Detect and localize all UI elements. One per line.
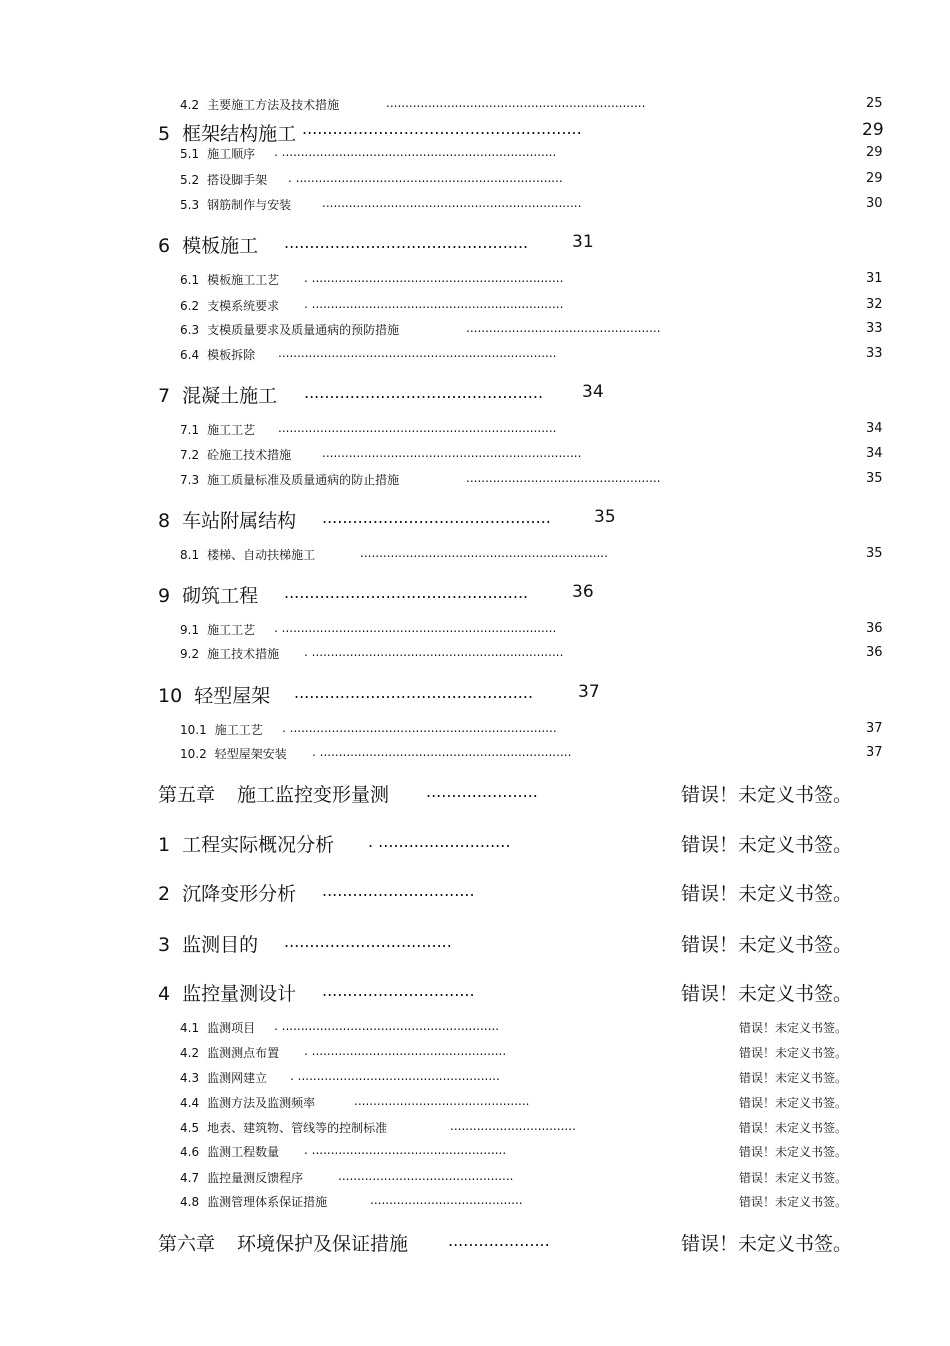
toc-title: 工程实际概况分析 — [182, 834, 335, 856]
toc-title: 监控量测设计 — [182, 983, 297, 1005]
toc-entry[interactable] — [180, 1143, 507, 1160]
toc-number: 5.2 — [180, 173, 200, 187]
toc-page-number: 36 — [866, 645, 883, 660]
toc-title: 施工技术措施 — [207, 647, 280, 661]
toc-entry[interactable] — [158, 381, 604, 408]
toc-title: 监控量测反馈程序 — [207, 1171, 304, 1185]
toc-page-number: 29 — [862, 120, 884, 140]
toc-leader: . .................................................................. — [304, 645, 564, 659]
toc-number: 8 — [158, 510, 171, 532]
toc-entry[interactable] — [180, 321, 661, 338]
toc-leader: ......................................................................... — [278, 421, 557, 435]
toc-leader: . .................................................................. — [304, 297, 564, 311]
toc-entry[interactable] — [158, 231, 594, 258]
toc-entry[interactable] — [180, 271, 564, 288]
toc-entry[interactable] — [180, 645, 564, 662]
toc-entry[interactable] — [180, 1169, 514, 1186]
toc-title: 施工工艺 — [214, 723, 263, 737]
toc-leader: . .................................................................. — [304, 271, 564, 285]
toc-leader: . ..................................................... — [290, 1069, 500, 1083]
toc-page-number: 35 — [594, 507, 616, 527]
toc-entry[interactable] — [158, 506, 616, 533]
toc-entry[interactable] — [158, 879, 475, 906]
toc-number: 3 — [158, 934, 171, 956]
toc-title: 搭设脚手架 — [207, 173, 268, 187]
toc-page-number: 34 — [866, 421, 883, 436]
toc-entry[interactable] — [158, 979, 475, 1006]
toc-entry[interactable] — [180, 171, 563, 188]
toc-title: 监测项目 — [207, 1021, 256, 1035]
toc-entry[interactable] — [158, 681, 600, 708]
toc-page-number: 33 — [866, 321, 883, 336]
toc-bookmark-error: 错误！未定义书签。 — [739, 1071, 848, 1085]
toc-number: 7 — [158, 385, 171, 407]
toc-page-number: 31 — [866, 271, 883, 286]
toc-title: 环境保护及保证措施 — [237, 1233, 409, 1255]
toc-entry[interactable] — [180, 621, 557, 638]
toc-number: 4.5 — [180, 1121, 200, 1135]
toc-page-number: 33 — [866, 346, 883, 361]
toc-title: 框架结构施工 — [182, 123, 297, 145]
toc-bookmark-error: 错误！未定义书签。 — [739, 1171, 848, 1185]
toc-page-number: 37 — [578, 682, 600, 702]
toc-entry[interactable] — [180, 297, 564, 314]
toc-title: 监测方法及监测频率 — [207, 1096, 316, 1110]
toc-entry[interactable] — [180, 546, 608, 563]
toc-title: 施工监控变形量测 — [237, 784, 390, 806]
toc-title: 砌筑工程 — [182, 585, 259, 607]
toc-title: 车站附属结构 — [182, 510, 297, 532]
toc-number: 7.2 — [180, 448, 200, 462]
toc-title: 监测测点布置 — [207, 1046, 280, 1060]
toc-entry[interactable] — [158, 581, 594, 608]
toc-leader: .................................................................... — [322, 196, 582, 210]
toc-bookmark-error: 错误！未定义书签。 — [681, 983, 853, 1005]
toc-entry[interactable] — [158, 119, 582, 146]
toc-entry[interactable] — [180, 471, 661, 488]
toc-page-number: 37 — [866, 745, 883, 760]
toc-number: 第五章 — [158, 784, 216, 806]
toc-entry[interactable] — [180, 421, 557, 438]
toc-bookmark-error: 错误！未定义书签。 — [739, 1145, 848, 1159]
toc-leader: .................................................................... — [386, 96, 646, 110]
toc-leader: . ........................................................................ — [274, 145, 557, 159]
toc-page-number: 36 — [866, 621, 883, 636]
toc-bookmark-error: 错误！未定义书签。 — [739, 1096, 848, 1110]
toc-leader: ................................................ — [284, 583, 529, 602]
toc-page-number: 34 — [866, 446, 883, 461]
toc-leader: ................................. — [284, 932, 452, 951]
toc-leader: .............................................. — [338, 1169, 514, 1183]
toc-leader: . ...................................................................... — [288, 171, 563, 185]
toc-leader: . ........................................................................ — [274, 621, 557, 635]
toc-number: 4.4 — [180, 1096, 200, 1110]
toc-title: 支模系统要求 — [207, 299, 280, 313]
toc-bookmark-error: 错误！未定义书签。 — [739, 1046, 848, 1060]
toc-entry[interactable] — [180, 196, 582, 213]
toc-page-number: 29 — [866, 171, 883, 186]
toc-bookmark-error: 错误！未定义书签。 — [739, 1195, 848, 1209]
toc-number: 1 — [158, 834, 171, 856]
toc-leader: . .................................................................. — [312, 745, 572, 759]
toc-page-number: 36 — [572, 582, 594, 602]
toc-number: 5.1 — [180, 147, 200, 161]
toc-number: 2 — [158, 883, 171, 905]
toc-leader: . ...................................................................... — [282, 721, 557, 735]
toc-title: 钢筋制作与安装 — [207, 198, 292, 212]
toc-entry[interactable] — [180, 1119, 576, 1136]
toc-number: 6.4 — [180, 348, 200, 362]
toc-number: 10.1 — [180, 723, 207, 737]
toc-number: 10 — [158, 685, 183, 707]
toc-number: 10.2 — [180, 747, 207, 761]
toc-page-number: 25 — [866, 96, 883, 111]
toc-title: 施工工艺 — [207, 423, 256, 437]
toc-number: 5.3 — [180, 198, 200, 212]
toc-entry[interactable] — [158, 830, 511, 857]
toc-leader: ................................................... — [466, 321, 661, 335]
toc-number: 6.1 — [180, 273, 200, 287]
toc-leader: . ................................................... — [304, 1143, 507, 1157]
toc-leader: . ................................................... — [304, 1044, 507, 1058]
toc-page-number: 35 — [866, 546, 883, 561]
toc-title: 施工顺序 — [207, 147, 256, 161]
toc-title: 混凝土施工 — [182, 385, 278, 407]
toc-number: 9.2 — [180, 647, 200, 661]
toc-bookmark-error: 错误！未定义书签。 — [681, 883, 853, 905]
toc-leader: ................................................... — [466, 471, 661, 485]
toc-leader: . .......................... — [368, 832, 511, 851]
toc-number: 9.1 — [180, 623, 200, 637]
toc-number: 第六章 — [158, 1233, 216, 1255]
toc-entry[interactable] — [180, 1193, 523, 1210]
toc-number: 4.8 — [180, 1195, 200, 1209]
toc-leader: ................................................ — [284, 233, 529, 252]
toc-number: 4.1 — [180, 1021, 200, 1035]
toc-leader: ............................................... — [304, 383, 544, 402]
toc-title: 监测工程数量 — [207, 1145, 280, 1159]
toc-number: 9 — [158, 585, 171, 607]
toc-bookmark-error: 错误！未定义书签。 — [681, 834, 853, 856]
toc-page-number: 37 — [866, 721, 883, 736]
toc-title: 监测管理体系保证措施 — [207, 1195, 328, 1209]
toc-entry[interactable] — [180, 721, 557, 738]
toc-leader: ........................................ — [370, 1193, 523, 1207]
toc-number: 4.6 — [180, 1145, 200, 1159]
toc-chapter-entry[interactable] — [158, 780, 538, 807]
toc-chapter-entry[interactable] — [158, 1229, 550, 1256]
toc-number: 6 — [158, 235, 171, 257]
toc-leader: .................................................................... — [322, 446, 582, 460]
toc-entry[interactable] — [180, 745, 572, 762]
toc-page-number: 35 — [866, 471, 883, 486]
toc-leader: . ......................................................... — [274, 1019, 500, 1033]
toc-entry[interactable] — [180, 1094, 530, 1111]
toc-bookmark-error: 错误！未定义书签。 — [681, 934, 853, 956]
toc-entry[interactable] — [180, 1044, 507, 1061]
toc-leader: ............................................. — [322, 508, 551, 527]
toc-number: 4.2 — [180, 98, 200, 112]
toc-title: 施工工艺 — [207, 623, 256, 637]
toc-title: 监测网建立 — [207, 1071, 268, 1085]
toc-leader: ................................. — [450, 1119, 576, 1133]
toc-leader: ...................... — [426, 782, 538, 801]
toc-bookmark-error: 错误！未定义书签。 — [681, 1233, 853, 1255]
toc-leader: .................... — [448, 1231, 550, 1250]
toc-number: 6.3 — [180, 323, 200, 337]
toc-title: 模板施工 — [182, 235, 259, 257]
toc-page-number: 32 — [866, 297, 883, 312]
toc-entry[interactable] — [180, 96, 646, 113]
toc-entry[interactable] — [180, 1069, 500, 1086]
toc-entry[interactable] — [180, 446, 582, 463]
toc-title: 沉降变形分析 — [182, 883, 297, 905]
toc-number: 4.3 — [180, 1071, 200, 1085]
toc-leader: ....................................................... — [302, 119, 582, 138]
toc-page-number: 34 — [582, 382, 604, 402]
toc-bookmark-error: 错误！未定义书签。 — [739, 1021, 848, 1035]
toc-title: 模板施工工艺 — [207, 273, 280, 287]
toc-title: 施工质量标准及质量通病的防止措施 — [207, 473, 400, 487]
toc-title: 模板拆除 — [207, 348, 256, 362]
toc-title: 楼梯、自动扶梯施工 — [207, 548, 316, 562]
toc-leader: .............................................. — [354, 1094, 530, 1108]
toc-title: 轻型屋架 — [194, 685, 271, 707]
toc-page-number: 31 — [572, 232, 594, 252]
toc-entry[interactable] — [158, 930, 452, 957]
toc-number: 5 — [158, 123, 171, 145]
toc-leader: ......................................................................... — [278, 346, 557, 360]
toc-leader: ............................................... — [294, 683, 534, 702]
toc-page-number: 29 — [866, 145, 883, 160]
toc-leader: ................................................................. — [360, 546, 608, 560]
toc-number: 8.1 — [180, 548, 200, 562]
toc-title: 支模质量要求及质量通病的预防措施 — [207, 323, 400, 337]
toc-number: 4.2 — [180, 1046, 200, 1060]
toc-title: 主要施工方法及技术措施 — [207, 98, 340, 112]
toc-entry[interactable] — [180, 1019, 500, 1036]
toc-number: 7.3 — [180, 473, 200, 487]
toc-entry[interactable] — [180, 145, 557, 162]
toc-entry[interactable] — [180, 346, 557, 363]
toc-title: 砼施工技术措施 — [207, 448, 292, 462]
toc-bookmark-error: 错误！未定义书签。 — [681, 784, 853, 806]
toc-leader: .............................. — [322, 881, 475, 900]
toc-page-number: 30 — [866, 196, 883, 211]
toc-number: 4 — [158, 983, 171, 1005]
toc-bookmark-error: 错误！未定义书签。 — [739, 1121, 848, 1135]
toc-title: 地表、建筑物、管线等的控制标准 — [207, 1121, 388, 1135]
toc-number: 4.7 — [180, 1171, 200, 1185]
toc-number: 7.1 — [180, 423, 200, 437]
toc-number: 6.2 — [180, 299, 200, 313]
toc-leader: .............................. — [322, 981, 475, 1000]
toc-title: 轻型屋架安装 — [214, 747, 287, 761]
toc-title: 监测目的 — [182, 934, 259, 956]
